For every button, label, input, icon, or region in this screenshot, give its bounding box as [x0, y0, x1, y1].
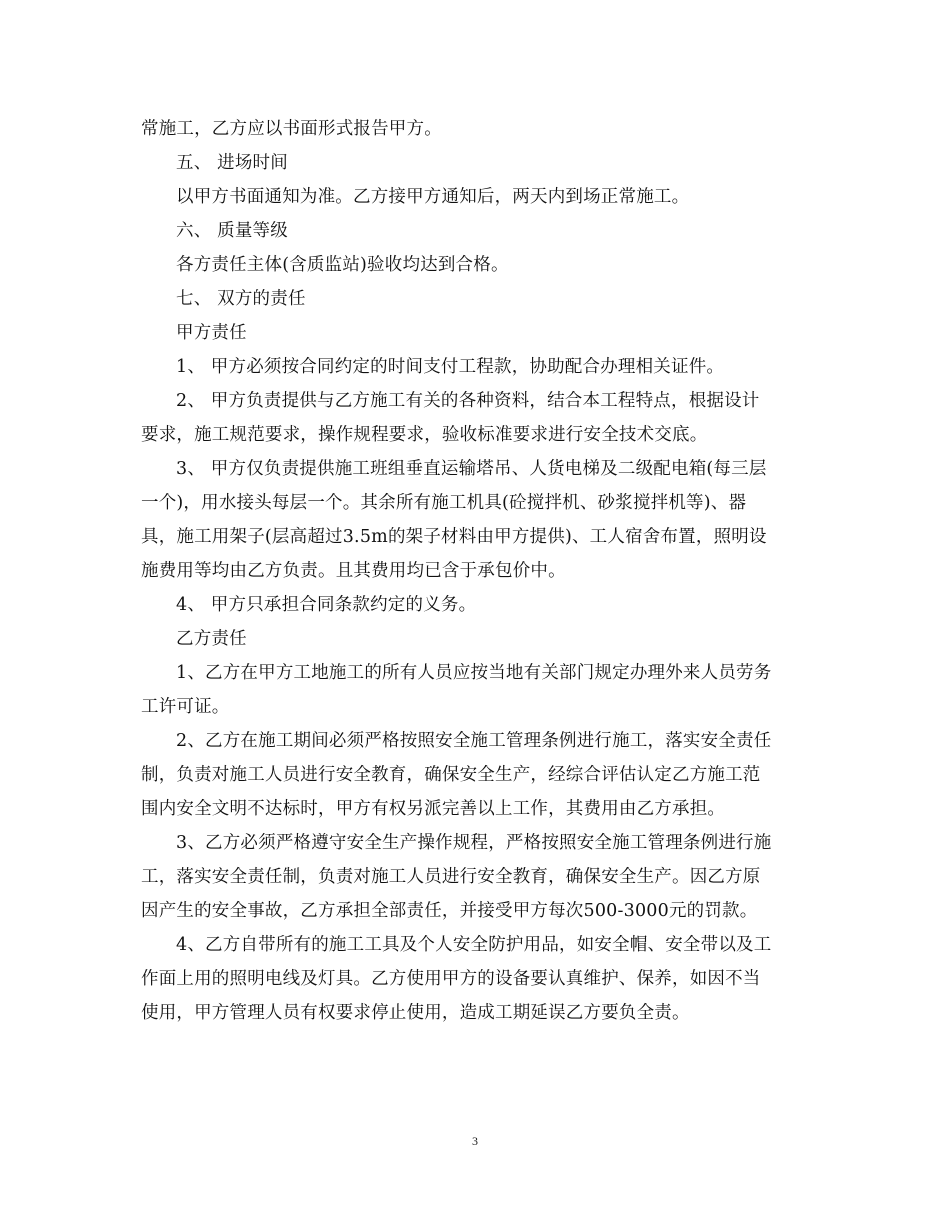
document-body [141, 112, 811, 1030]
text-line: 一个)，用水接头每层一个。其余所有施工机具(砼搅拌机、砂浆搅拌机等)、器 [141, 493, 747, 513]
page-number: 3 [472, 1134, 478, 1148]
text-line: 因产生的安全事故，乙方承担全部责任，并接受甲方每次500-3000元的罚款。 [141, 901, 758, 921]
text-line: 4、 甲方只承担合同条款约定的义务。 [176, 595, 477, 615]
text-line: 工许可证。 [141, 697, 230, 717]
text-line: 六、 质量等级 [176, 221, 288, 241]
text-line: 1、乙方在甲方工地施工的所有人员应按当地有关部门规定办理外来人员劳务 [176, 663, 772, 683]
text-line: 2、 甲方负责提供与乙方施工有关的各种资料，结合本工程特点，根据设计 [176, 391, 760, 411]
text-line: 甲方责任 [176, 323, 247, 343]
text-line: 制，负责对施工人员进行安全教育，确保安全生产，经综合评估认定乙方施工范 [141, 765, 761, 785]
text-line: 施费用等均由乙方负责。且其费用均已含于承包价中。 [141, 561, 566, 581]
text-line: 3、 甲方仅负责提供施工班组垂直运输塔吊、人货电梯及二级配电箱(每三层 [176, 459, 767, 479]
text-line: 要求，施工规范要求，操作规程要求，验收标准要求进行安全技术交底。 [141, 425, 708, 445]
text-line: 乙方责任 [176, 629, 247, 649]
text-line: 4、乙方自带所有的施工工具及个人安全防护用品，如安全帽、安全带以及工 [176, 935, 772, 955]
text-line: 2、乙方在施工期间必须严格按照安全施工管理条例进行施工，落实安全责任 [176, 731, 772, 751]
text-line: 使用，甲方管理人员有权要求停止使用，造成工期延误乙方要负全责。 [141, 1003, 690, 1023]
text-line: 常施工，乙方应以书面形式报告甲方。 [141, 119, 442, 139]
text-line: 围内安全文明不达标时，甲方有权另派完善以上工作，其费用由乙方承担。 [141, 799, 726, 819]
text-line: 各方责任主体(含质监站)验收均达到合格。 [176, 255, 509, 275]
text-line: 作面上用的照明电线及灯具。乙方使用甲方的设备要认真维护、保养，如因不当 [141, 969, 761, 989]
text-line: 七、 双方的责任 [176, 289, 306, 309]
text-line: 具，施工用架子(层高超过3.5m的架子材料由甲方提供)、工人宿舍布置，照明设 [141, 527, 767, 547]
text-line: 3、乙方必须严格遵守安全生产操作规程，严格按照安全施工管理条例进行施 [176, 833, 772, 853]
text-line: 1、 甲方必须按合同约定的时间支付工程款，协助配合办理相关证件。 [176, 357, 725, 377]
text-line: 工，落实安全责任制，负责对施工人员进行安全教育，确保安全生产。因乙方原 [141, 867, 761, 887]
text-line: 五、 进场时间 [176, 153, 288, 173]
text-line: 以甲方书面通知为准。乙方接甲方通知后，两天内到场正常施工。 [176, 187, 690, 207]
